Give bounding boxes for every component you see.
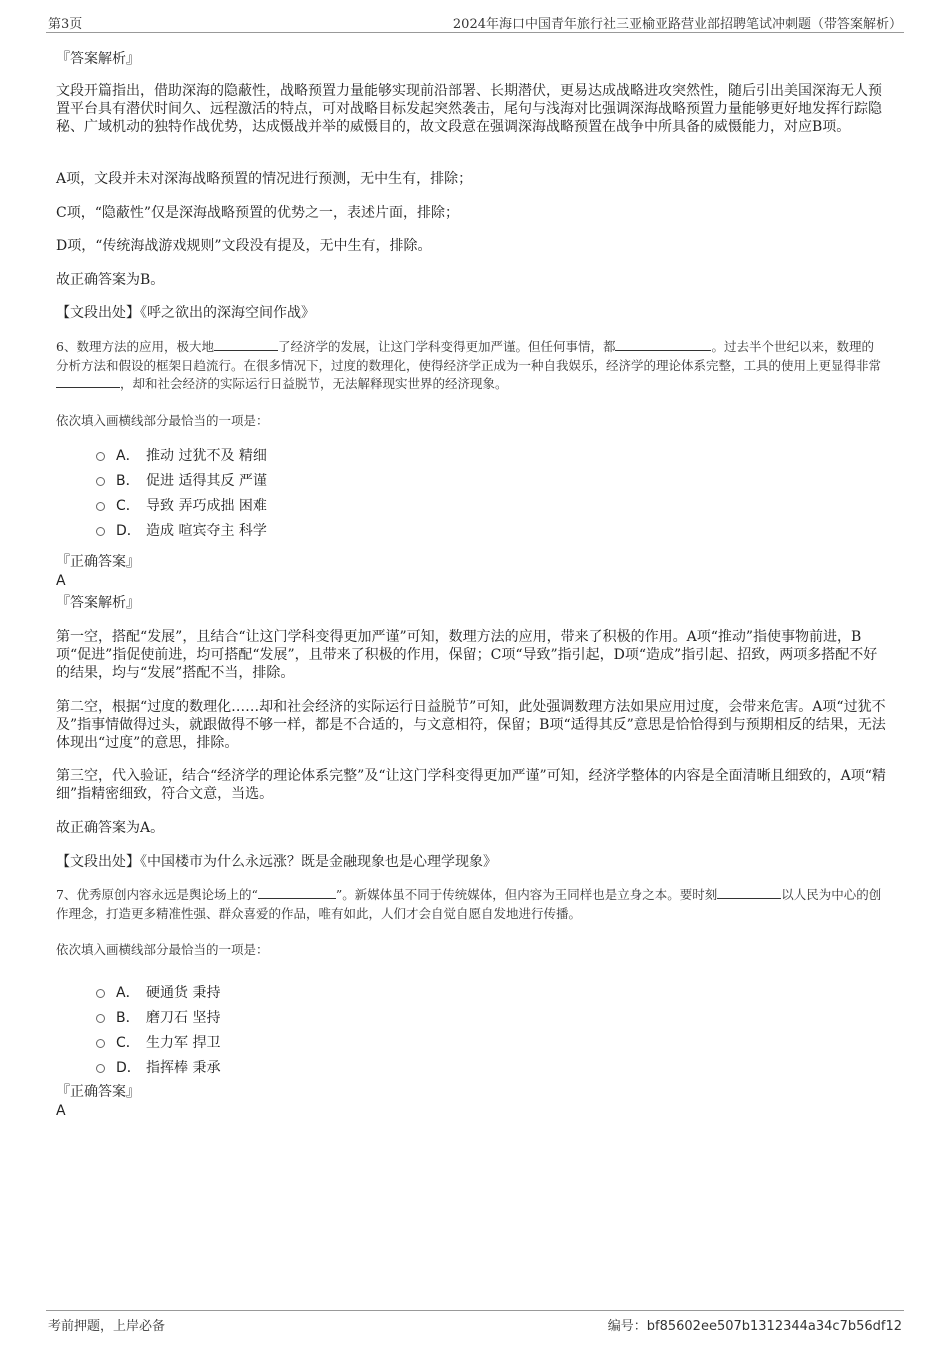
- q7-option-a[interactable]: A． 硬通货 秉持: [96, 981, 926, 1006]
- q6-analysis-para-2: 第二空，根据“过度的数理化……却和社会经济的实际运行日益脱节”可知，此处强调数理方法如果应用过度，会带来危害。A项“过犹不及”指事情做得过头，就跟做得不够一样，都是不合适的，与文意相符，保留；B项“适得其反”意思是恰恰得到与预期相反的结果，无法体现出“过度”的意思，排除。: [56, 699, 886, 751]
- q6-source: 【文段出处】《中国楼市为什么永远涨？既是金融现象也是心理学现象》: [56, 854, 497, 870]
- q6-analysis-para-3: 第三空，代入验证，结合“经济学的理论体系完整”及“让这门学科变得更加严谨”可知，经济学整体的内容是全面清晰且细致的，A项“精细”指精密细致，符合文意，当选。: [56, 768, 886, 802]
- blank-1: [258, 886, 336, 899]
- q5-conclusion: 故正确答案为B。: [56, 272, 165, 288]
- q6-option-d[interactable]: D． 造成 喧宾夺主 科学: [96, 519, 926, 544]
- q6-option-a[interactable]: A． 推动 过犹不及 精细: [96, 444, 926, 469]
- q7-stem: 7、优秀原创内容永远是舆论场上的“ ”。新媒体虽不同于传统媒体，但内容为王同样也是立身之本。要时刻 以人民为中心的创作理念，打造更多精准性强、群众喜爱的作品，唯有如此，人们才会自觉自愿自发地进行传播。: [56, 887, 882, 921]
- page-number: 第3页: [48, 17, 83, 32]
- blank-2: [717, 886, 781, 899]
- q6-option-c[interactable]: C． 导致 弄巧成拙 困难: [96, 494, 926, 519]
- radio-icon[interactable]: [96, 502, 105, 511]
- q5-option-a-note: A项，文段并未对深海战略预置的情况进行预测，无中生有，排除；: [56, 171, 473, 187]
- radio-icon[interactable]: [96, 452, 105, 461]
- blank-2: [615, 338, 711, 351]
- document-code: 编号：bf85602ee507b1312344a34c7b56df12: [607, 1319, 902, 1334]
- q7-answer-heading: 『正确答案』: [56, 1084, 140, 1100]
- q5-analysis-paragraph: 文段开篇指出，借助深海的隐蔽性，战略预置力量能够实现前沿部署、长期潜伏，更易达成战略进攻突然性，随后引出美国深海无人预置平台具有潜伏时间久、远程激活的特点，可对战略目标发起突然袭击，尾句与浅海对比强调深海战略预置力量能够更好地发挥行踪隐秘、广域机动的独特作战优势，达成慑战并举的威慑目的，故文段意在强调深海战略预置在战争中所具备的威慑能力，对应B项。: [56, 83, 882, 135]
- radio-icon[interactable]: [96, 1039, 105, 1048]
- q5-option-d-note: D项，“传统海战游戏规则”文段没有提及，无中生有，排除。: [56, 238, 432, 254]
- document-title: 2024年海口中国青年旅行社三亚榆亚路营业部招聘笔试冲刺题（带答案解析）: [452, 17, 902, 32]
- q7-option-d[interactable]: D． 指挥棒 秉承: [96, 1056, 926, 1081]
- q7-instruction: 依次填入画横线部分最恰当的一项是：: [56, 942, 269, 957]
- q6-answer: A: [56, 573, 66, 589]
- q6-instruction: 依次填入画横线部分最恰当的一项是：: [56, 413, 269, 428]
- q6-options: [96, 444, 926, 544]
- q5-option-c-note: C项，“隐蔽性”仅是深海战略预置的优势之一，表述片面，排除；: [56, 205, 460, 221]
- q6-answer-heading: 『正确答案』: [56, 554, 140, 570]
- q6-stem: 6、数理方法的应用，极大地 了经济学的发展，让这门学科变得更加严谨。但任何事情，都 。过去半个世纪以来，数理的分析方法和假设的框架日趋流行。在很多情况下，过度的数理化，使得经济学正成为一种自我娱乐，经济学的理论体系完整，工具的使用上更显得非常，却和社会经济的实际运行日益脱节，无法解释现实世界的经济现象。: [56, 339, 882, 391]
- q6-analysis-heading: 『答案解析』: [56, 595, 140, 611]
- page-footer: [46, 1310, 904, 1335]
- q5-analysis-heading: 『答案解析』: [56, 51, 140, 67]
- q6-conclusion: 故正确答案为A。: [56, 820, 165, 836]
- q7-answer: A: [56, 1103, 66, 1119]
- q7-option-c[interactable]: C． 生力军 捍卫: [96, 1031, 926, 1056]
- radio-icon[interactable]: [96, 477, 105, 486]
- q6-option-b[interactable]: B． 促进 适得其反 严谨: [96, 469, 926, 494]
- radio-icon[interactable]: [96, 1064, 105, 1073]
- q5-source: 【文段出处】《呼之欲出的深海空间作战》: [56, 305, 315, 321]
- blank-3: [56, 375, 120, 388]
- q7-options: [96, 981, 926, 1081]
- blank-1: [214, 338, 278, 351]
- q6-analysis-para-1: 第一空，搭配“发展”，且结合“让这门学科变得更加严谨”可知，数理方法的应用，带来了积极的作用。A项“推动”指使事物前进，B项“促进”指促使前进，均可搭配“发展”，且带来了积极的作用，保留；C项“导致”指引起，D项“造成”指引起、招致，两项多搭配不好的结果，均与“发展”搭配不当，排除。: [56, 629, 878, 681]
- page-header: [46, 10, 904, 33]
- footer-slogan: 考前押题，上岸必备: [48, 1319, 166, 1334]
- q7-option-b[interactable]: B． 磨刀石 坚持: [96, 1006, 926, 1031]
- radio-icon[interactable]: [96, 527, 105, 536]
- radio-icon[interactable]: [96, 1014, 105, 1023]
- radio-icon[interactable]: [96, 989, 105, 998]
